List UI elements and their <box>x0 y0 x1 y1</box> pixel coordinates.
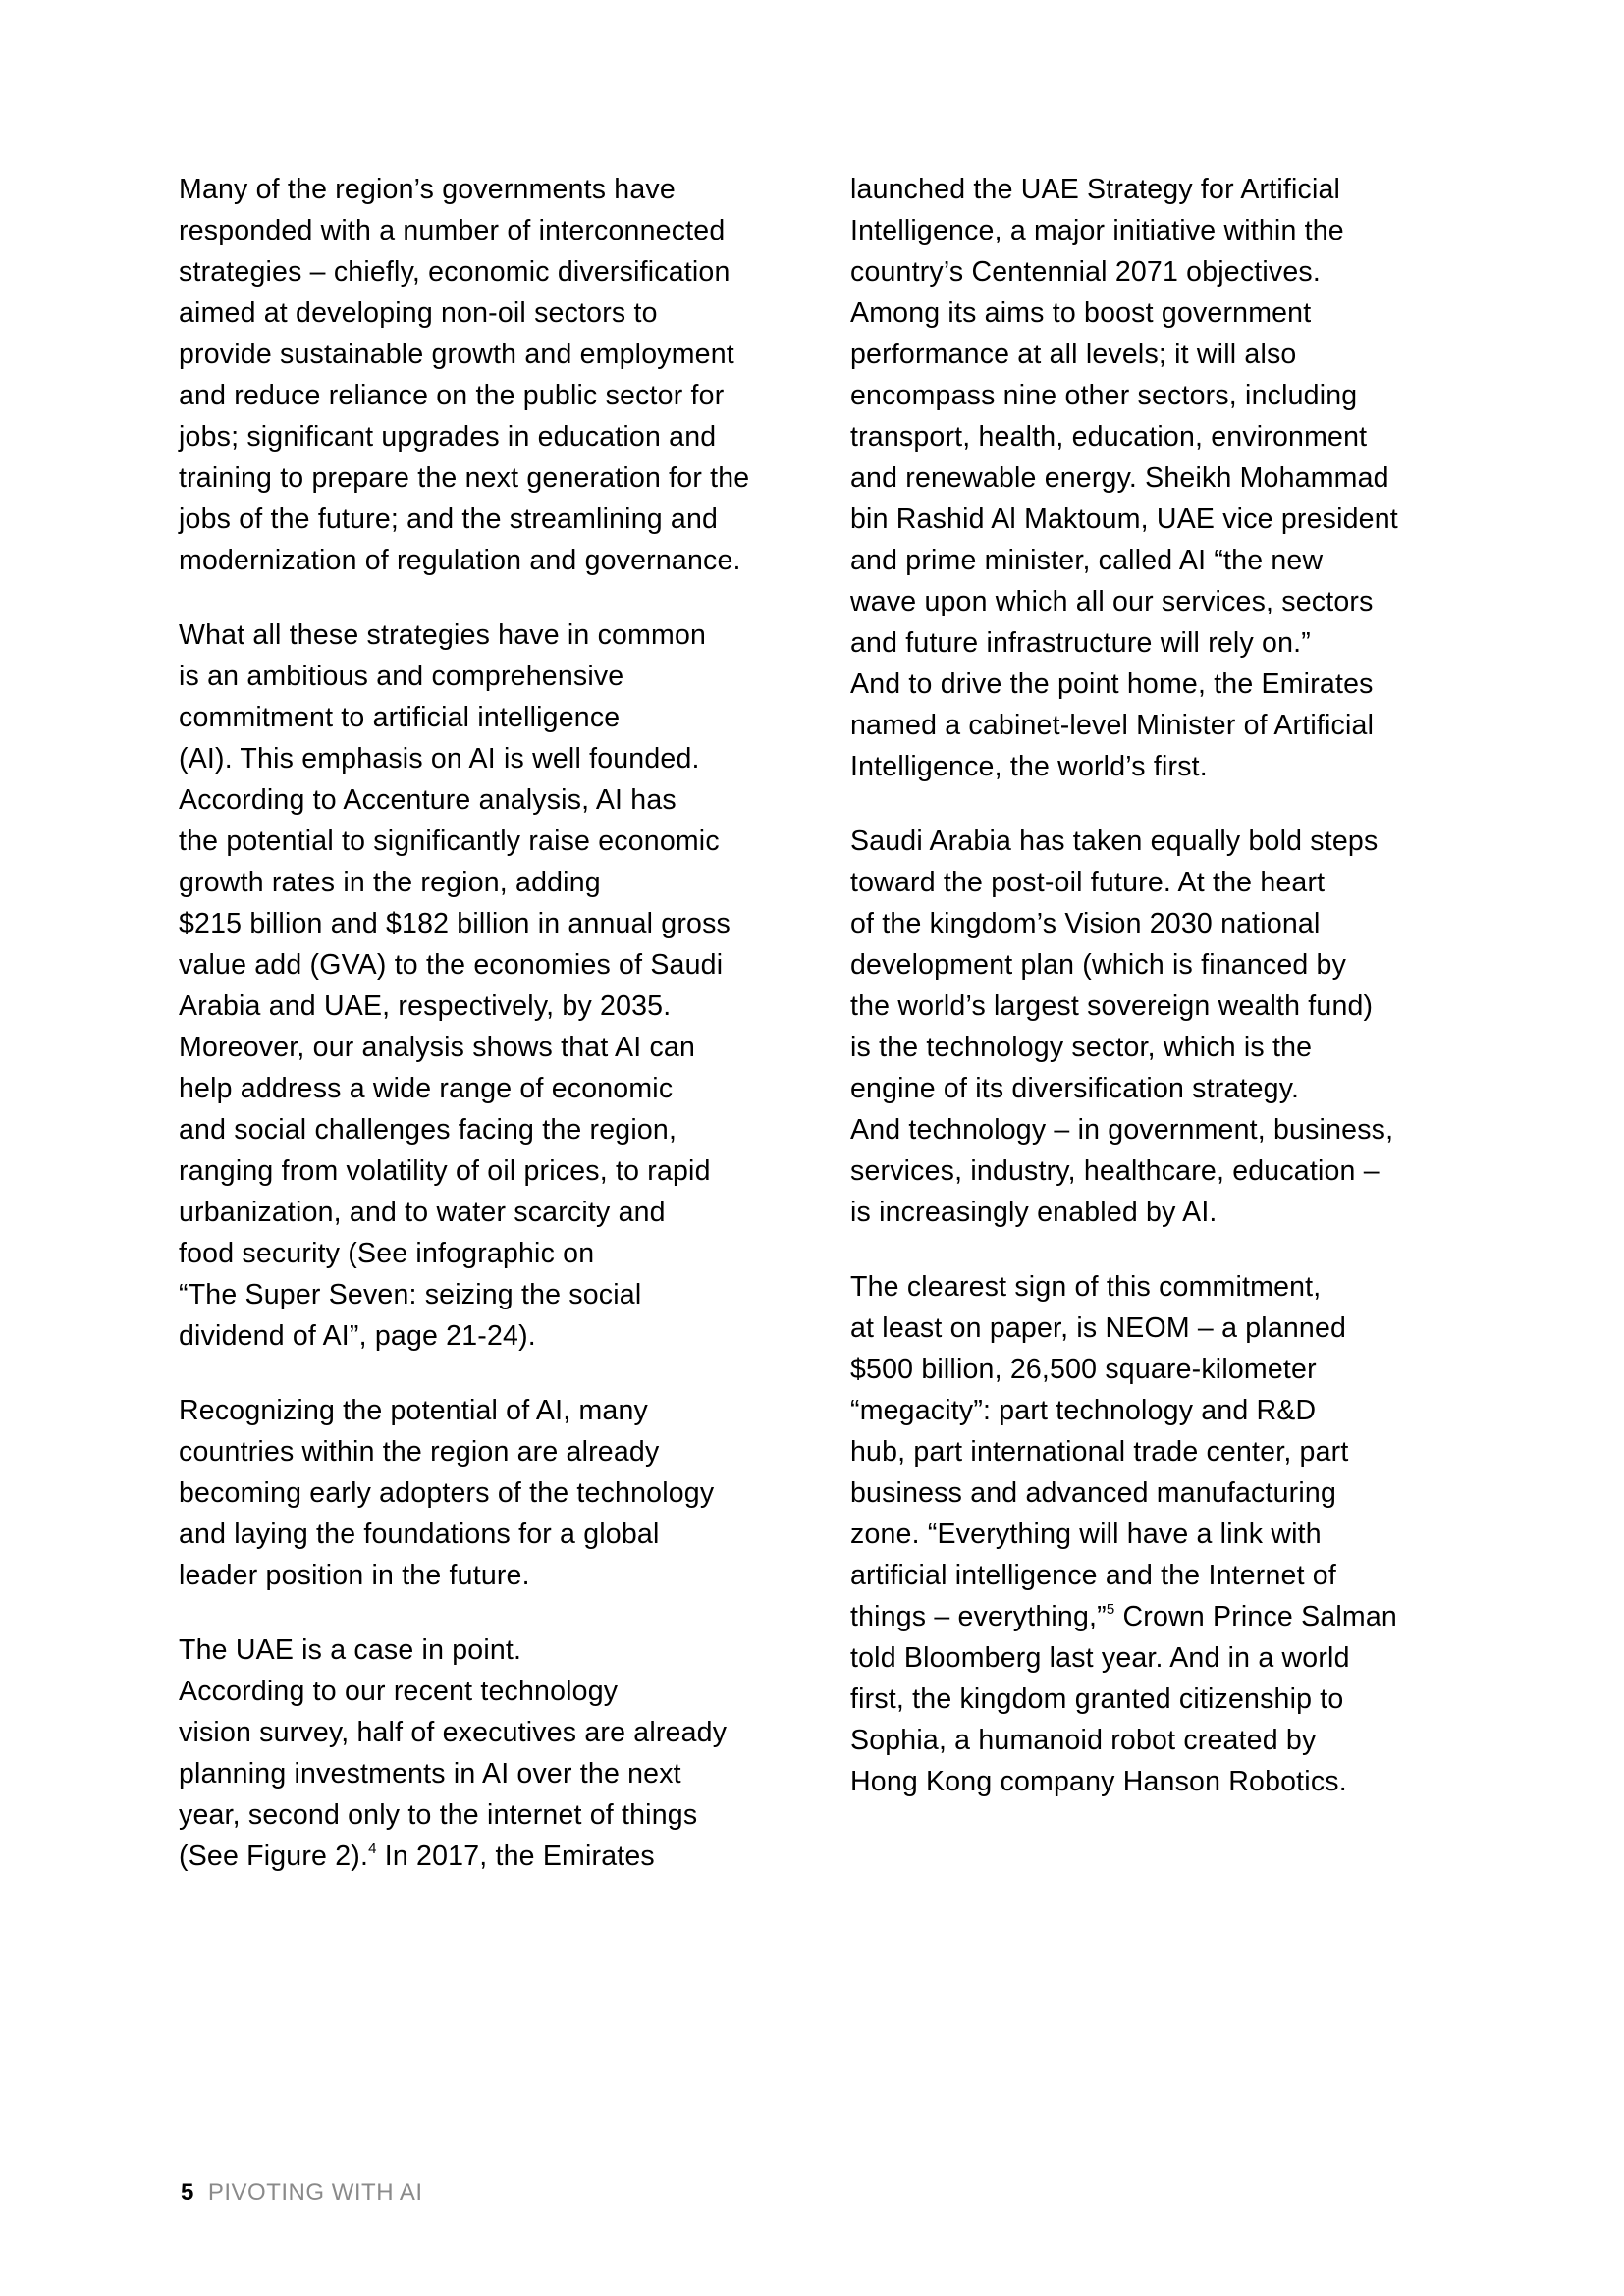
left-column <box>179 169 807 1910</box>
text-line: year, second only to the internet of things <box>179 1799 698 1831</box>
text-line: jobs; significant upgrades in education and <box>179 421 717 453</box>
paragraph <box>179 1629 807 1877</box>
text-line: According to our recent technology <box>179 1676 619 1707</box>
paragraph <box>850 169 1459 787</box>
footer-title: PIVOTING WITH AI <box>207 2179 423 2206</box>
text-line: Many of the region’s governments have <box>179 174 676 205</box>
text-line: urbanization, and to water scarcity and <box>179 1197 666 1228</box>
text-segment: (See Figure 2). <box>179 1841 369 1872</box>
text-line: Saudi Arabia has taken equally bold steps <box>850 826 1379 857</box>
paragraph <box>850 1266 1459 1802</box>
text-line <box>850 1596 1459 1637</box>
text-line: is the technology sector, which is the <box>850 1032 1313 1063</box>
text-line: “megacity”: part technology and R&D <box>850 1395 1317 1426</box>
text-line: transport, health, education, environment <box>850 421 1368 453</box>
text-line: Intelligence, the world’s first. <box>850 751 1208 782</box>
text-line: countries within the region are already <box>179 1436 660 1468</box>
text-line: Intelligence, a major initiative within the <box>850 215 1344 246</box>
text-line: launched the UAE Strategy for Artificial <box>850 174 1341 205</box>
text-line: is increasingly enabled by AI. <box>850 1197 1218 1228</box>
text-line: ranging from volatility of oil prices, to rapid <box>179 1155 711 1187</box>
text-line: $215 billion and $182 billion in annual gross <box>179 908 731 939</box>
text-line: The UAE is a case in point. <box>179 1634 522 1666</box>
text-line: and future infrastructure will rely on.” <box>850 627 1311 659</box>
text-line: bin Rashid Al Maktoum, UAE vice president <box>850 504 1398 535</box>
text-line: (AI). This emphasis on AI is well founded. <box>179 743 700 774</box>
text-line: responded with a number of interconnected <box>179 215 726 246</box>
right-column <box>850 169 1459 1836</box>
paragraph <box>850 821 1459 1233</box>
text-line: named a cabinet-level Minister of Artificial <box>850 710 1375 741</box>
footnote-marker: 5 <box>1106 1601 1115 1618</box>
text-line: and reduce reliance on the public sector for <box>179 380 725 411</box>
text-line: toward the post-oil future. At the heart <box>850 867 1326 898</box>
text-line: dividend of AI”, page 21-24). <box>179 1320 536 1352</box>
text-line: What all these strategies have in common <box>179 619 707 651</box>
text-segment: Crown Prince Salman <box>1114 1601 1397 1632</box>
text-line: the potential to significantly raise economic <box>179 826 720 857</box>
page-footer <box>181 2179 423 2207</box>
text-line: and laying the foundations for a global <box>179 1519 660 1550</box>
text-line: at least on paper, is NEOM – a planned <box>850 1312 1347 1344</box>
text-line: Recognizing the potential of AI, many <box>179 1395 648 1426</box>
text-line: food security (See infographic on <box>179 1238 595 1269</box>
text-line: is an ambitious and comprehensive <box>179 661 624 692</box>
page-number: 5 <box>181 2179 194 2206</box>
text-line: Hong Kong company Hanson Robotics. <box>850 1766 1347 1797</box>
text-line: provide sustainable growth and employment <box>179 339 734 370</box>
text-line: artificial intelligence and the Internet of <box>850 1560 1336 1591</box>
paragraph <box>179 169 807 581</box>
text-line: aimed at developing non-oil sectors to <box>179 297 658 329</box>
text-line: strategies – chiefly, economic diversification <box>179 256 731 288</box>
text-line: Moreover, our analysis shows that AI can <box>179 1032 696 1063</box>
text-line: planning investments in AI over the next <box>179 1758 681 1789</box>
text-segment: In 2017, the Emirates <box>376 1841 655 1872</box>
text-line: Among its aims to boost government <box>850 297 1312 329</box>
footnote-marker: 4 <box>368 1841 377 1857</box>
text-line: of the kingdom’s Vision 2030 national <box>850 908 1321 939</box>
text-line: country’s Centennial 2071 objectives. <box>850 256 1321 288</box>
text-line: told Bloomberg last year. And in a world <box>850 1642 1350 1674</box>
text-line: leader position in the future. <box>179 1560 530 1591</box>
text-line: “The Super Seven: seizing the social <box>179 1279 642 1310</box>
text-line: modernization of regulation and governance. <box>179 545 741 576</box>
paragraph <box>179 1390 807 1596</box>
text-line: jobs of the future; and the streamlining and <box>179 504 719 535</box>
text-line: And to drive the point home, the Emirates <box>850 668 1374 700</box>
text-line: and renewable energy. Sheikh Mohammad <box>850 462 1389 494</box>
text-line: The clearest sign of this commitment, <box>850 1271 1322 1303</box>
text-line: encompass nine other sectors, including <box>850 380 1358 411</box>
text-line: development plan (which is financed by <box>850 949 1347 981</box>
text-line: vision survey, half of executives are already <box>179 1717 728 1748</box>
text-line: commitment to artificial intelligence <box>179 702 621 733</box>
text-line: hub, part international trade center, part <box>850 1436 1349 1468</box>
text-line: zone. “Everything will have a link with <box>850 1519 1322 1550</box>
text-line: engine of its diversification strategy. <box>850 1073 1300 1104</box>
text-line: and social challenges facing the region, <box>179 1114 677 1146</box>
text-line: $500 billion, 26,500 square-kilometer <box>850 1354 1317 1385</box>
paragraph <box>179 614 807 1357</box>
text-line: growth rates in the region, adding <box>179 867 601 898</box>
text-segment: things – everything,” <box>850 1601 1107 1632</box>
text-line: training to prepare the next generation for the <box>179 462 750 494</box>
text-line: becoming early adopters of the technology <box>179 1477 715 1509</box>
text-line: Sophia, a humanoid robot created by <box>850 1725 1317 1756</box>
text-line: help address a wide range of economic <box>179 1073 674 1104</box>
text-line: value add (GVA) to the economies of Saudi <box>179 949 724 981</box>
text-line: And technology – in government, business, <box>850 1114 1394 1146</box>
text-line: the world’s largest sovereign wealth fund) <box>850 990 1374 1022</box>
text-line: Arabia and UAE, respectively, by 2035. <box>179 990 672 1022</box>
text-line <box>179 1836 807 1877</box>
text-line: and prime minister, called AI “the new <box>850 545 1324 576</box>
text-line: performance at all levels; it will also <box>850 339 1297 370</box>
text-line: wave upon which all our services, sectors <box>850 586 1374 617</box>
text-line: business and advanced manufacturing <box>850 1477 1336 1509</box>
text-line: first, the kingdom granted citizenship to <box>850 1683 1344 1715</box>
text-line: services, industry, healthcare, education – <box>850 1155 1380 1187</box>
text-line: According to Accenture analysis, AI has <box>179 784 677 816</box>
